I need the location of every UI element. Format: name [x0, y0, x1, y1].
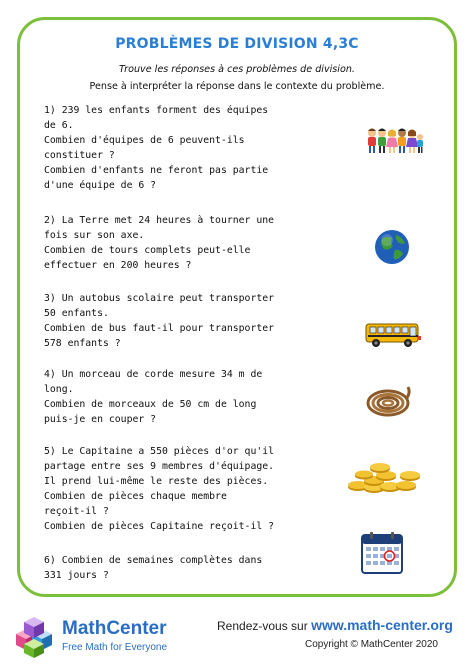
problem-line: 1) 239 les enfants forment des équipes	[44, 105, 269, 116]
brand-name: MathCenter	[62, 618, 167, 639]
website-link[interactable]: www.math-center.org	[311, 617, 453, 633]
problem-line: Combien de tours complets peut-elle	[44, 245, 251, 256]
problem-6	[44, 553, 274, 583]
problem-line: d'une équipe de 6 ?	[44, 180, 157, 191]
brand-tagline: Free Math for Everyone	[62, 642, 168, 653]
visit-line	[217, 617, 457, 633]
problem-5	[44, 444, 274, 534]
problem-line: fois sur son axe.	[44, 230, 145, 241]
calendar-icon	[361, 532, 403, 578]
copyright-text: Copyright © MathCenter 2020	[305, 639, 438, 650]
problem-line: Combien d'équipes de 6 peuvent-ils	[44, 135, 245, 146]
problem-line: Combien de pièces Capitaine reçoit-il ?	[44, 521, 275, 532]
earth-globe-icon	[374, 229, 410, 269]
rope-coil-icon	[366, 385, 412, 423]
problem-4	[44, 367, 274, 427]
problem-line: 4) Un morceau de corde mesure 34 m de	[44, 369, 263, 380]
gold-coins-icon	[344, 455, 426, 499]
problem-line: Combien de morceaux de 50 cm de long	[44, 399, 257, 410]
problem-line: Combien d'enfants ne feront pas partie	[44, 165, 269, 176]
cubes-logo-icon	[12, 614, 56, 658]
problem-line: partage entre ses 9 membres d'équipage.	[44, 461, 275, 472]
problem-3	[44, 291, 274, 351]
problem-line: reçoit-il ?	[44, 506, 109, 517]
problem-line: de 6.	[44, 120, 74, 131]
worksheet-title: PROBLÈMES DE DIVISION 4,3C	[115, 36, 359, 52]
visit-prefix: Rendez-vous sur	[217, 619, 308, 633]
problem-line: constituer ?	[44, 150, 115, 161]
problem-line: 331 jours ?	[44, 570, 109, 581]
problem-line: Combien de bus faut-il pour transporter	[44, 323, 275, 334]
problem-line: 578 enfants ?	[44, 338, 121, 349]
footer	[0, 600, 474, 669]
problem-line: effectuer en 200 heures ?	[44, 260, 192, 271]
problem-line: 3) Un autobus scolaire peut transporter	[44, 293, 275, 304]
instruction-line-2: Pense à interpréter la réponse dans le contexte du problème.	[89, 81, 385, 92]
problem-line: puis-je en couper ?	[44, 414, 157, 425]
children-group-icon	[366, 127, 424, 159]
problem-line: 2) La Terre met 24 heures à tourner une	[44, 215, 275, 226]
instruction-line-1: Trouve les réponses à ces problèmes de division.	[119, 64, 355, 75]
problem-line: Combien de pièces chaque membre	[44, 491, 227, 502]
school-bus-icon	[364, 320, 422, 354]
problem-line: 50 enfants.	[44, 308, 109, 319]
problem-1	[44, 103, 274, 193]
problem-2	[44, 213, 274, 273]
problem-line: 6) Combien de semaines complètes dans	[44, 555, 263, 566]
problem-line: long.	[44, 384, 74, 395]
problem-line: Il prend lui-même le reste des pièces.	[44, 476, 269, 487]
problem-line: 5) Le Capitaine a 550 pièces d'or qu'il	[44, 446, 275, 457]
